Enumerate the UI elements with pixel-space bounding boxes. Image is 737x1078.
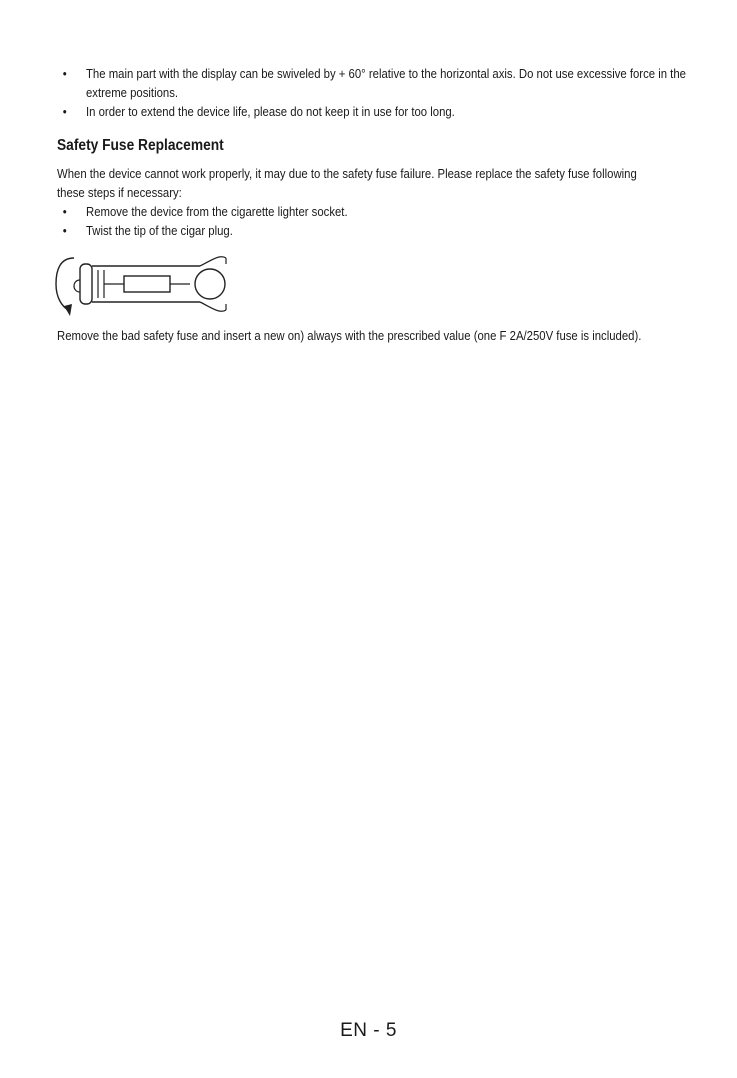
- plug-tip: [80, 264, 92, 304]
- bullet-icon: •: [62, 66, 67, 81]
- list-item: [62, 202, 688, 221]
- bullet-icon: •: [62, 204, 67, 219]
- page-number: EN - 5: [340, 1020, 397, 1041]
- bullet-icon: •: [62, 104, 67, 119]
- closing-text: Remove the bad safety fuse and insert a new on) always with the prescribed value (one F 2A/250V fuse is included).: [57, 328, 642, 343]
- bullet-list-top: [62, 64, 697, 121]
- list-item-text: In order to extend the device life, please do not keep it in use for too long.: [86, 104, 455, 119]
- plug-tip-contact: [74, 280, 80, 292]
- plug-end-cap: [195, 269, 225, 299]
- rotation-arc: [56, 258, 74, 310]
- steps-list: [62, 202, 688, 240]
- bullet-icon: •: [62, 223, 67, 238]
- list-item: [62, 221, 688, 240]
- list-item-text: The main part with the display can be swiveled by + 60° relative to the horizontal axis. Do not use excessive force in the extreme positions.: [86, 66, 686, 100]
- list-item: [62, 102, 697, 121]
- safety-fuse: [124, 276, 170, 292]
- plug-shoulder: [200, 257, 226, 266]
- list-item-text: Remove the device from the cigarette lighter socket.: [86, 204, 348, 219]
- section-intro: When the device cannot work properly, it may due to the safety fuse failure. Please replace the safety fuse following these steps if necessary:: [57, 166, 637, 200]
- list-item-text: Twist the tip of the cigar plug.: [86, 223, 233, 238]
- rotation-arrow-icon: [64, 304, 72, 316]
- cigar-plug-fuse-diagram: [50, 250, 235, 322]
- section-heading: Safety Fuse Replacement: [57, 137, 224, 154]
- list-item: [62, 64, 697, 102]
- plug-shoulder: [200, 302, 226, 311]
